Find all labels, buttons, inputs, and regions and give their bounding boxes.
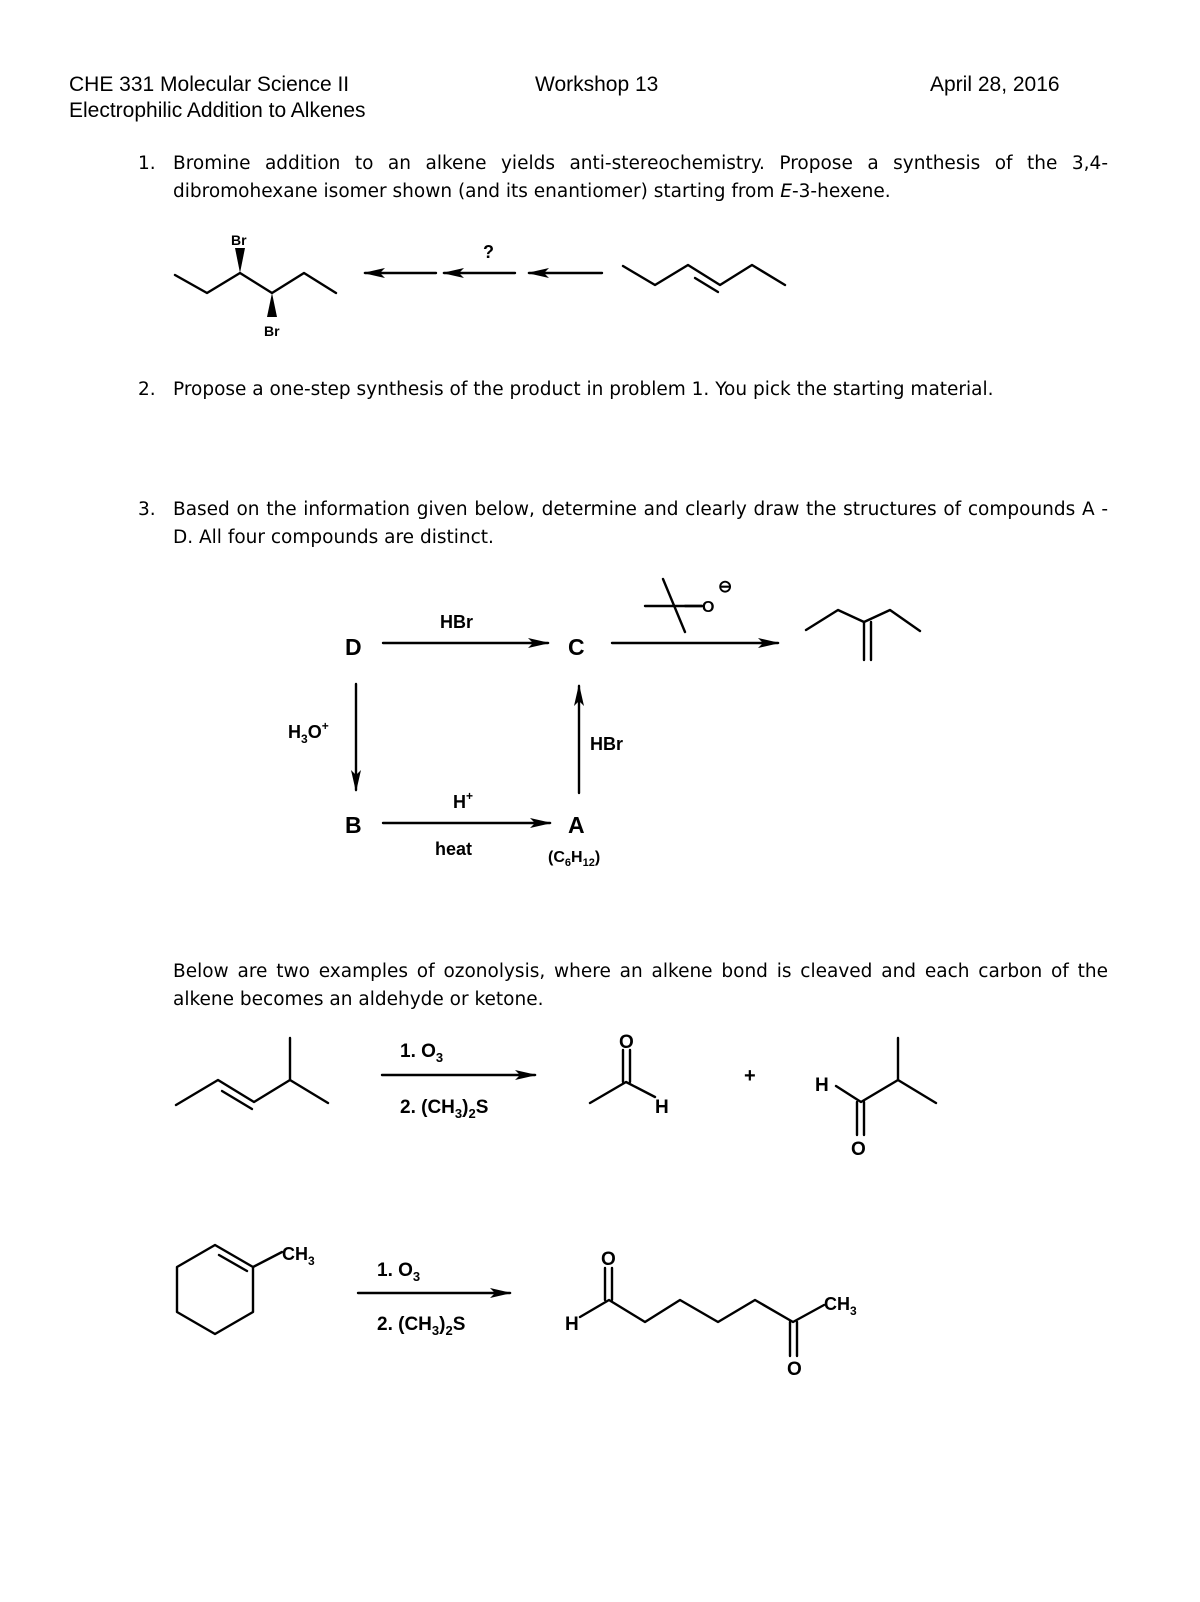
tert-butoxide-structure: [645, 577, 732, 632]
negative-charge: ⊖: [718, 577, 733, 596]
oxygen-label: O: [702, 599, 715, 616]
compound-d-label: D: [345, 634, 362, 660]
question-text: Propose a one-step synthesis of the product in problem 1. You pick the starting material.: [173, 379, 994, 400]
methyl-label: $CH_3$: [824, 1294, 857, 1318]
question-text: Bromine addition to an alkene yields anti-stereochemistry. Propose a synthesis of the 3,4-dibromohexane isomer shown (and its enantiomer) starting from E-3-hexene.: [173, 153, 1108, 202]
retrosynthesis-arrows: [365, 242, 602, 273]
hydrogen-label: H: [815, 1075, 829, 1096]
oxygen-label: O: [851, 1139, 866, 1160]
plus-sign: +: [744, 1065, 756, 1087]
dibromohexane-structure: [175, 232, 336, 339]
hydrogen-label: H: [565, 1314, 579, 1335]
reagent-step-2: 2. $(CH_3)_2S$: [377, 1314, 466, 1338]
reagent-condition: heat: [435, 839, 473, 859]
ozonolysis-example-1: [176, 1032, 936, 1160]
unknown-reagent: ?: [483, 242, 494, 262]
course-title: CHE 331 Molecular Science II: [69, 73, 350, 96]
ozonolysis-intro: Below are two examples of ozonolysis, where an alkene bond is cleaved and each carbon of the alkene becomes an aldehyde or ketone.: [173, 961, 1108, 1010]
reagent-step-1: 1. $O_3$: [377, 1260, 421, 1284]
workshop-label: Workshop 13: [535, 73, 659, 96]
question-text: Based on the information given below, determine and clearly draw the structures of compounds A - D. All four compounds are distinct.: [173, 499, 1108, 548]
ozonolysis-example-2: [177, 1244, 857, 1380]
compound-c-label: C: [568, 634, 585, 660]
methyl-label: $CH_3$: [282, 1244, 315, 1268]
reagent-label: $H_3O^+$: [288, 719, 329, 746]
bromine-label: Br: [264, 323, 280, 339]
oxygen-label: O: [787, 1359, 802, 1380]
bromine-label: Br: [231, 232, 247, 248]
compound-a-label: A: [568, 812, 585, 838]
question-number: 2.: [138, 379, 156, 400]
reagent-step-1: 1. $O_3$: [400, 1041, 444, 1065]
hydrogen-label: H: [655, 1097, 669, 1118]
topic-title: Electrophilic Addition to Alkenes: [69, 99, 366, 122]
formula-label: $(C_6H_{12})$: [548, 849, 601, 869]
reagent-label: HBr: [440, 612, 474, 632]
oxygen-label: O: [601, 1249, 616, 1270]
reagent-label: H+: [453, 789, 474, 812]
reagent-label: HBr: [590, 734, 624, 754]
product-alkene-structure: [806, 610, 920, 660]
reagent-step-2: 2. $(CH_3)_2S$: [400, 1097, 489, 1121]
question-number: 1.: [138, 153, 156, 174]
e-3-hexene-structure: [623, 265, 785, 292]
compound-b-label: B: [345, 812, 362, 838]
oxygen-label: O: [619, 1032, 634, 1053]
date-label: April 28, 2016: [930, 73, 1060, 96]
reaction-scheme-3: [288, 612, 778, 869]
question-number: 3.: [138, 499, 156, 520]
